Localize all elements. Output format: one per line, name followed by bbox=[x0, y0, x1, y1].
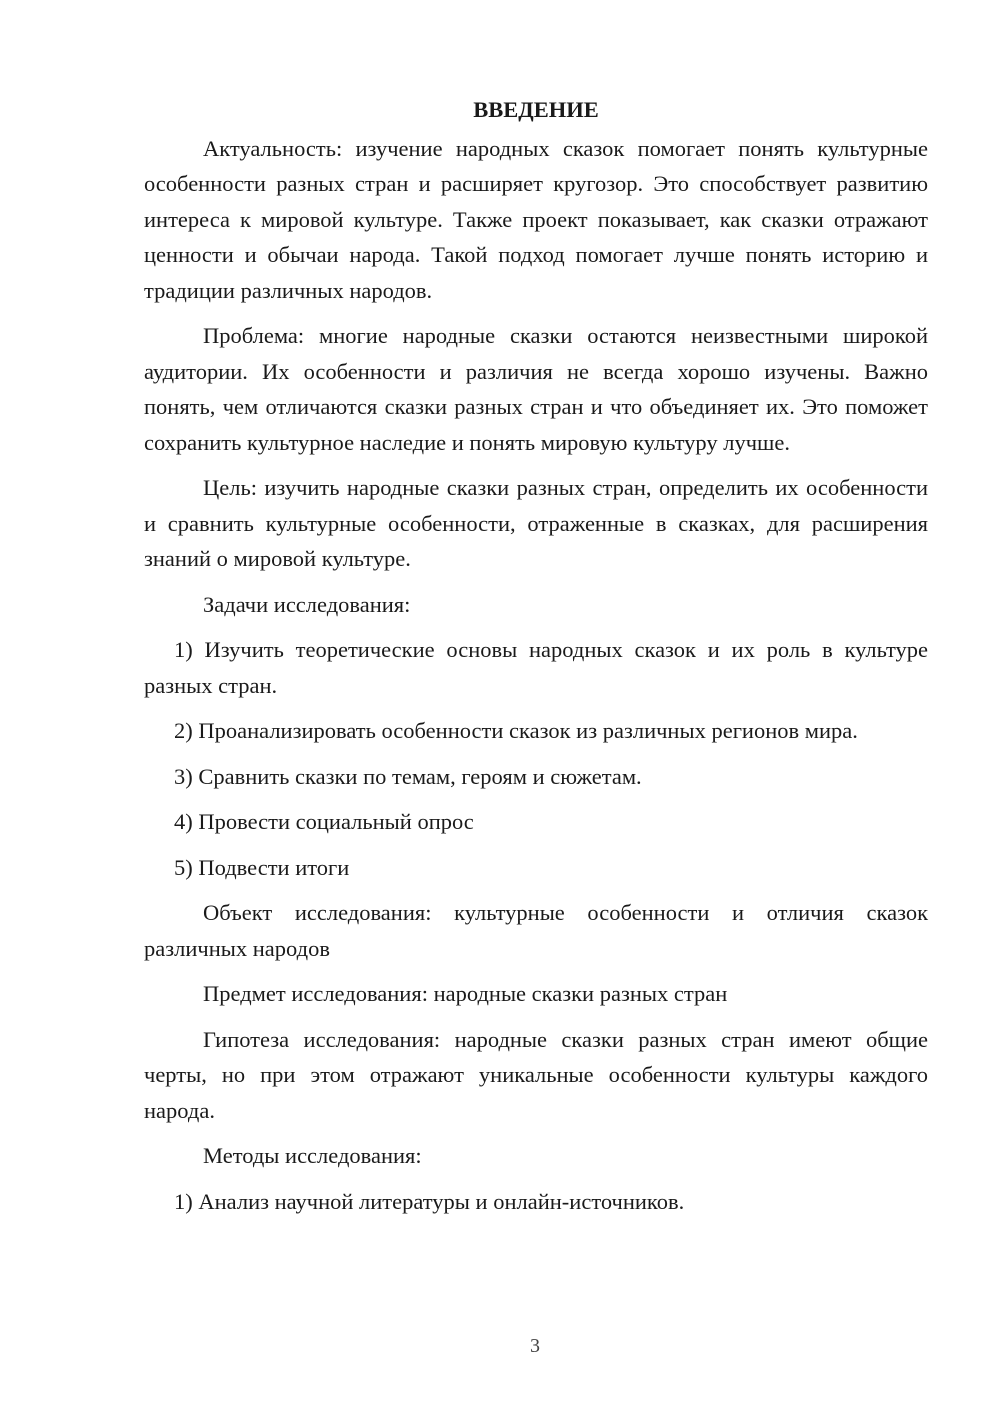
problem-paragraph: Проблема: многие народные сказки остаются неизвестными широкой аудитории. Их особенности и различия не всегда хорошо изучены. Важно понять, чем отличаются сказки разных стран и что объединяет их. Это поможет сохранить культурное наследие и понять мировую культуру лучше. bbox=[144, 323, 928, 455]
object-paragraph: Объект исследования: культурные особенности и отличия сказок различных народов bbox=[144, 900, 928, 961]
goal-paragraph: Цель: изучить народные сказки разных стран, определить их особенности и сравнить культурные особенности, отраженные в сказках, для расширения знаний о мировой культуре. bbox=[144, 475, 928, 571]
subject-paragraph: Предмет исследования: народные сказки разных стран bbox=[203, 981, 728, 1006]
relevance-paragraph: Актуальность: изучение народных сказок помогает понять культурные особенности разных стран и расширяет кругозор. Это способствует развитию интереса к мировой культуре. Также проект показывает, как сказки отражают ценности и обычаи народа. Такой подход помогает лучше понять историю и традиции различных народов. bbox=[144, 135, 928, 303]
task-item-3: 3) Сравнить сказки по темам, героям и сюжетам. bbox=[174, 763, 642, 789]
page-number: 3 bbox=[530, 1335, 540, 1357]
task-item-2: 2) Проанализировать особенности сказок из различных регионов мира. bbox=[174, 718, 858, 743]
methods-heading: Методы исследования: bbox=[203, 1143, 422, 1168]
task-item-5: 5) Подвести итоги bbox=[174, 854, 350, 880]
task-item-4: 4) Провести социальный опрос bbox=[174, 809, 474, 834]
method-item-1: 1) Анализ научной литературы и онлайн-источников. bbox=[174, 1188, 685, 1214]
section-title: ВВЕДЕНИЕ bbox=[473, 97, 599, 122]
document-page bbox=[144, 92, 928, 1229]
task-item-1: 1) Изучить теоретические основы народных сказок и их роль в культуре разных стран. bbox=[144, 637, 928, 698]
tasks-heading: Задачи исследования: bbox=[203, 591, 411, 617]
hypothesis-paragraph: Гипотеза исследования: народные сказки разных стран имеют общие черты, но при этом отражают уникальные особенности культуры каждого народа. bbox=[144, 1026, 928, 1123]
